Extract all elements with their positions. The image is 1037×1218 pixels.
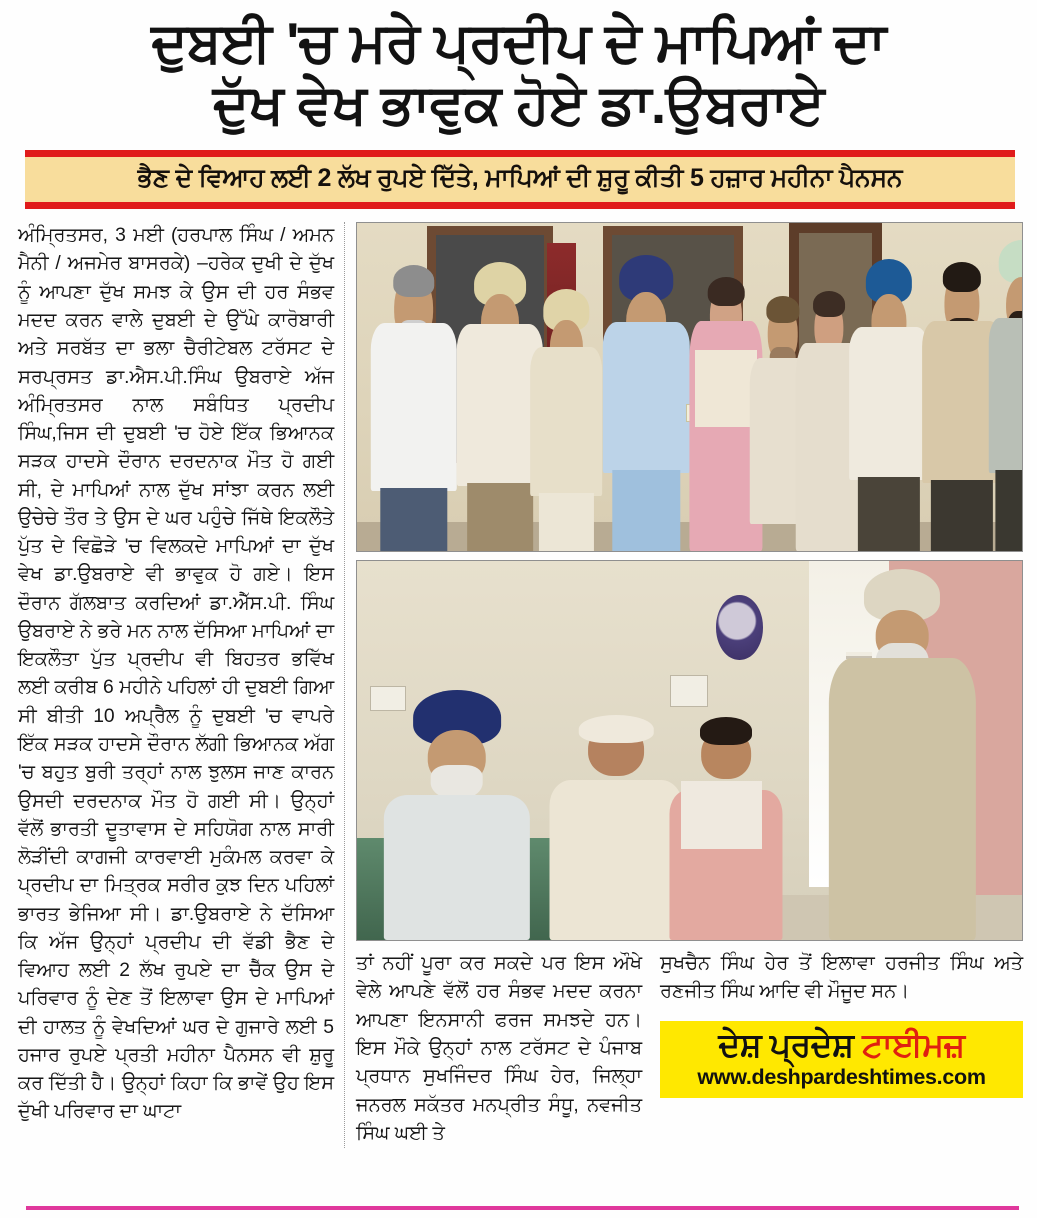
- subheadline-top-rule: [25, 150, 1015, 157]
- photo2-person-daughter: [670, 713, 783, 940]
- right-column-wrap: [345, 222, 1023, 1148]
- photo1-person-3: [530, 276, 603, 552]
- subheadline-bottom-rule: [25, 202, 1015, 209]
- headline-line-1: ਦੁਬਈ 'ਚ ਮਰੇ ਪ੍ਰਦੀਪ ਦੇ ਮਾਪਿਆਂ ਦਾ: [151, 11, 886, 73]
- subheadline-text: ਭੈਣ ਦੇ ਵਿਆਹ ਲਈ 2 ਲੱਖ ਰੁਪਏ ਦਿੱਤੇ, ਮਾਪਿਆਂ ਦੀ ਸ਼ੁਰੂ ਕੀਤੀ 5 ਹਜ਼ਾਰ ਮਹੀਨਾ ਪੈਨਸਨ: [137, 164, 903, 193]
- publication-website-url[interactable]: www.deshpardeshtimes.com: [697, 1065, 986, 1090]
- article-body-mid: ਤਾਂ ਨਹੀਂ ਪੂਰਾ ਕਰ ਸਕਦੇ ਪਰ ਇਸ ਔਖੇ ਵੇਲੇ ਆਪਣੇ ਵੱਲੋਂ ਹਰ ਸੰਭਵ ਮਦਦ ਕਰਨਾ ਆਪਣਾ ਇਨਸਾਨੀ ਫਰਜ ਸਮਝਦੇ ਹਨ। ਇਸ ਮੌਕੇ ਉਨ੍ਹਾਂ ਨਾਲ ਟਰੱਸਟ ਦੇ ਪੰਜਾਬ ਪ੍ਰਧਾਨ ਸੁਖਜਿੰਦਰ ਸਿੰਘ ਹੇਰ, ਜਿਲ੍ਹਾ ਜਨਰਲ ਸਕੱਤਰ ਮਨਪ੍ਰੀਤ ਸੰਧੂ, ਨਵਜੀਤ ਸਿੰਘ ਘਈ ਤੇ: [356, 953, 642, 1144]
- photo-group-cheque-handover: [356, 222, 1023, 552]
- bottom-columns: [356, 950, 1023, 1148]
- left-column: [18, 222, 345, 1148]
- photo1-person-dr-oberoi: [603, 249, 689, 551]
- photo1-person-blue-turban: [849, 256, 929, 551]
- photo2-person-grieving-mother: [550, 705, 683, 940]
- photo1-person-1: [370, 263, 456, 552]
- article-body-right: ਸੁਖਚੈਨ ਸਿੰਘ ਹੇਰ ਤੋਂ ਇਲਾਵਾ ਹਰਜੀਤ ਸਿੰਘ ਅਤੇ ਰਣਜੀਤ ਸਿੰਘ ਆਦਿ ਵੀ ਮੌਜੂਦ ਸਨ।: [660, 953, 1023, 1003]
- right-column: [656, 950, 1023, 1148]
- article-body-left: ਅੰਮ੍ਰਿਤਸਰ, 3 ਮਈ (ਹਰਪਾਲ ਸਿੰਘ / ਅਮਨ ਮੈਨੀ / ਅਜਮੇਰ ਬਾਸਰਕੇ) –ਹਰੇਕ ਦੁਖੀ ਦੇ ਦੁੱਖ ਨੂੰ ਆਪਣਾ ਦੁੱਖ ਸਮਝ ਕੇ ਉਸ ਦੀ ਹਰ ਸੰਭਵ ਮਦਦ ਕਰਨ ਵਾਲੇ ਦੁਬਈ ਦੇ ਉੱਘੇ ਕਾਰੋਬਾਰੀ ਅਤੇ ਸਰਬੱਤ ਦਾ ਭਲਾ ਚੈਰੀਟੇਬਲ ਟਰੱਸਟ ਦੇ ਸਰਪ੍ਰਸਤ ਡਾ.ਐਸ.ਪੀ.ਸਿੰਘ ਉਬਰਾਏ ਅੱਜ ਅੰਮ੍ਰਿਤਸਰ ਨਾਲ ਸਬੰਧਿਤ ਪ੍ਰਦੀਪ ਸਿੰਘ,ਜਿਸ ਦੀ ਦੁਬਈ 'ਚ ਹੋਏ ਇੱਕ ਭਿਆਨਕ ਸੜਕ ਹਾਦਸੇ ਦੌਰਾਨ ਦਰਦਨਾਕ ਮੌਤ ਹੋ ਗਈ ਸੀ, ਦੇ ਮਾਪਿਆਂ ਨਾਲ ਦੁੱਖ ਸਾਂਝਾ ਕਰਨ ਲਈ ਉਚੇਚੇ ਤੌਰ ਤੇ ਉਸ ਦੇ ਘਰ ਪਹੁੰਚੇ ਜਿੱਥੇ ਇਕਲੌਤੇ ਪੁੱਤ ਦੇ ਵਿਛੋੜੇ 'ਚ ਵਿਲਕਦੇ ਮਾਪਿਆਂ ਦਾ ਦੁੱਖ ਵੇਖ ਡਾ.ਉਬਰਾਏ ਵੀ ਭਾਵੁਕ ਹੋ ਗਏ। ਇਸ ਦੌਰਾਨ ਗੱਲਬਾਤ ਕਰਦਿਆਂ ਡਾ.ਐੱਸ.ਪੀ. ਸਿੰਘ ਉਬਰਾਏ ਨੇ ਭਰੇ ਮਨ ਨਾਲ ਦੱਸਿਆ ਮਾਪਿਆਂ ਦਾ ਇਕਲੌਤਾ ਪੁੱਤ ਪ੍ਰਦੀਪ ਵੀ ਬਿਹਤਰ ਭਵਿੱਖ ਲਈ ਕਰੀਬ 6 ਮਹੀਨੇ ਪਹਿਲਾਂ ਹੀ ਦੁਬਈ ਗਿਆ ਸੀ ਬੀਤੀ 10 ਅਪ੍ਰੈਲ ਨੂੰ ਦੁਬਈ 'ਚ ਵਾਪਰੇ ਇੱਕ ਸੜਕ ਹਾਦਸੇ ਦੌਰਾਨ ਲੱਗੀ ਭਿਆਨਕ ਅੱਗ 'ਚ ਬਹੁਤ ਬੁਰੀ ਤਰ੍ਹਾਂ ਨਾਲ ਝੁਲਸ ਜਾਣ ਕਾਰਨ ਉਸਦੀ ਦਰਦਨਾਕ ਮੌਤ ਹੋ ਗਈ ਸੀ। ਉਨ੍ਹਾਂ ਵੱਲੋਂ ਭਾਰਤੀ ਦੂਤਾਵਾਸ ਦੇ ਸਹਿਯੋਗ ਨਾਲ ਸਾਰੀ ਲੋੜੀਂਦੀ ਕਾਗਜੀ ਕਾਰਵਾਈ ਮੁਕੰਮਲ ਕਰਵਾ ਕੇ ਪ੍ਰਦੀਪ ਦਾ ਮਿਤ੍ਰਕ ਸਰੀਰ ਕੁਝ ਦਿਨ ਪਹਿਲਾਂ ਭਾਰਤ ਭੇਜਿਆ ਸੀ। ਡਾ.ਉਬਰਾਏ ਨੇ ਦੱਸਿਆ ਕਿ ਅੱਜ ਉਨ੍ਹਾਂ ਪ੍ਰਦੀਪ ਦੀ ਵੱਡੀ ਭੈਣ ਦੇ ਵਿਆਹ ਲਈ 2 ਲੱਖ ਰੁਪਏ ਦਾ ਚੈੱਕ ਉਸ ਦੇ ਪਰਿਵਾਰ ਨੂੰ ਦੇਣ ਤੋਂ ਇਲਾਵਾ ਉਸ ਦੇ ਮਾਪਿਆਂ ਦੀ ਹਾਲਤ ਨੂੰ ਵੇਖਦਿਆਂ ਘਰ ਦੇ ਗੁਜਾਰੇ ਲਈ 5 ਹਜਾਰ ਰੁਪਏ ਪ੍ਰਤੀ ਮਹੀਨਾ ਪੈਨਸਨ ਵੀ ਸ਼ੁਰੂ ਕਰ ਦਿੱਤੀ ਹੈ। ਉਨ੍ਹਾਂ ਕਿਹਾ ਕਿ ਭਾਵੇਂ ਉਹ ਇਸ ਦੁੱਖੀ ਪਰਿਵਾਰ ਦਾ ਘਾਟਾ: [18, 225, 334, 1123]
- photo2-person-father-standing: [829, 569, 975, 940]
- photo2-wall-decoration: [716, 595, 763, 659]
- logo-text-red: ਟਾਈਮਜ਼: [862, 1025, 965, 1063]
- publication-logo-title: [670, 1025, 1013, 1063]
- headline-block: [0, 0, 1037, 134]
- middle-column: [356, 950, 656, 1148]
- bottom-magenta-rule: [26, 1206, 1019, 1210]
- photo2-person-dr-oberoi-seated: [384, 690, 530, 940]
- subheadline-background: [25, 157, 1015, 202]
- article-content: [0, 222, 1037, 1148]
- photo-condolence-visit: [356, 560, 1023, 941]
- photo2-switchboard-center: [670, 675, 709, 707]
- logo-text-black: ਦੇਸ਼ ਪ੍ਰਦੇਸ਼: [718, 1025, 854, 1063]
- subheadline-band: [25, 150, 1015, 209]
- headline-line-2: ਦੁੱਖ ਵੇਖ ਭਾਵੁਕ ਹੋਏ ਡਾ.ਉਬਰਾਏ: [212, 73, 825, 136]
- photo1-person-green-turban: [989, 240, 1023, 552]
- publication-logo-box[interactable]: [660, 1021, 1023, 1099]
